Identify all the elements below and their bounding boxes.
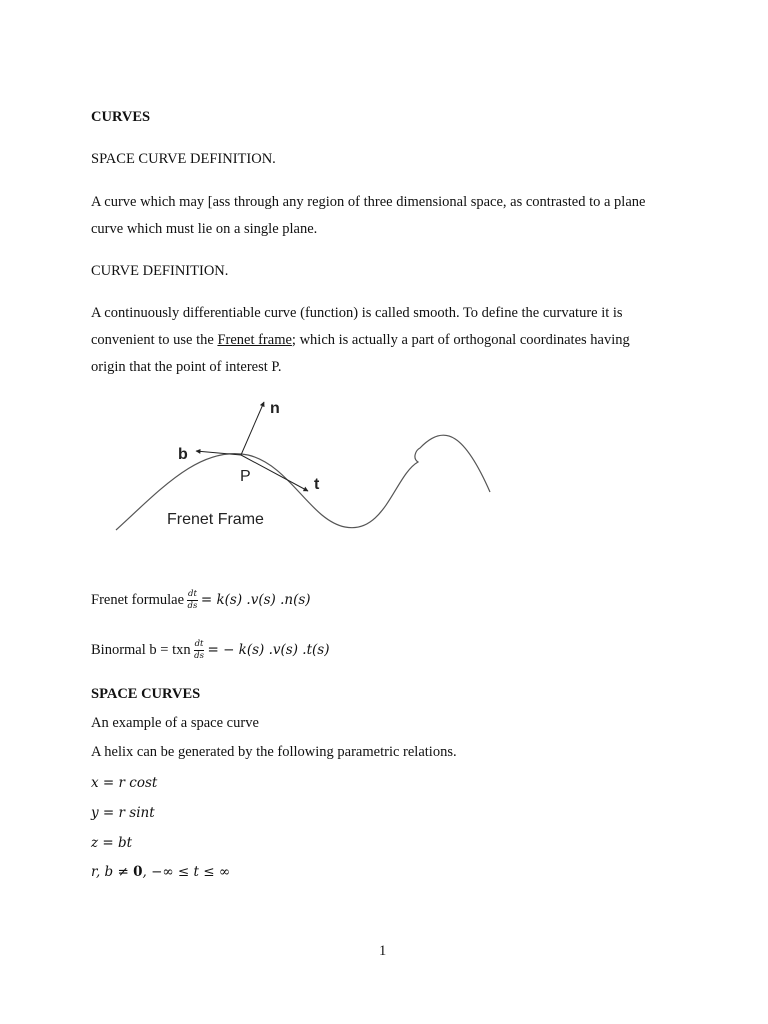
binormal-vector-arrow (196, 451, 241, 455)
label-p: P (240, 468, 251, 485)
normal-vector-arrow (241, 402, 264, 455)
frenet-frac-den: ds (187, 600, 198, 611)
curve-definition-line-1: A continuously differentiable curve (function) is called smooth. To define the curvature it is (91, 305, 623, 321)
frenet-frame-figure (100, 390, 520, 550)
binormal-rhs: = − k(s) .v(s) .t(s) (207, 641, 330, 658)
example-line: An example of a space curve (91, 715, 259, 731)
frenet-frac-num: dt (188, 589, 197, 599)
space-curve-definition-line-2: curve which must lie on a single plane. (91, 221, 318, 237)
curve-definition-heading: CURVE DEFINITION. (91, 263, 229, 279)
figure-caption: Frenet Frame (167, 511, 264, 528)
binormal-frac-den: ds (194, 650, 204, 661)
condition-zero: 0 (133, 864, 143, 880)
page-number: 1 (379, 943, 387, 959)
label-b: b (178, 446, 188, 463)
binormal-line (91, 640, 329, 661)
binormal-label: Binormal b = txn (91, 642, 191, 659)
equation-z: z = bt (91, 835, 133, 851)
frenet-formulae-line (91, 590, 311, 611)
curve-definition-line-2-text-b: ; which is actually a part of orthogonal coordinates having (291, 332, 630, 348)
frenet-label: Frenet formulae (91, 592, 185, 609)
curve-definition-line-2 (91, 333, 630, 348)
curve-definition-line-3: origin that the point of interest P. (91, 359, 282, 375)
space-curve-definition-line-1: A curve which may [ass through any region of three dimensional space, as contrasted to a plane (91, 194, 646, 210)
heading-curves: CURVES (91, 109, 151, 125)
curve-definition-line-2-text-a: convenient to use the (91, 332, 218, 348)
binormal-fraction (194, 640, 205, 661)
space-curves-heading: SPACE CURVES (91, 686, 201, 702)
helix-line: A helix can be generated by the following parametric relations. (91, 744, 457, 760)
condition-part-b: , −∞ ≤ t ≤ ∞ (142, 864, 231, 880)
space-curve-definition-heading: SPACE CURVE DEFINITION. (91, 151, 276, 167)
equation-y: y = r sint (91, 805, 155, 821)
condition-part-a: r, b ≠ (91, 864, 134, 880)
frenet-fraction (187, 590, 198, 611)
binormal-frac-num: dt (194, 639, 204, 649)
tangent-vector-arrow (241, 455, 308, 491)
equation-x: x = r cost (91, 775, 158, 791)
frenet-rhs: = k(s) .v(s) .n(s) (200, 591, 311, 608)
frenet-frame-link[interactable]: Frenet frame (217, 332, 292, 348)
equation-condition (91, 864, 230, 880)
label-n: n (270, 400, 280, 417)
label-t: t (314, 476, 320, 493)
